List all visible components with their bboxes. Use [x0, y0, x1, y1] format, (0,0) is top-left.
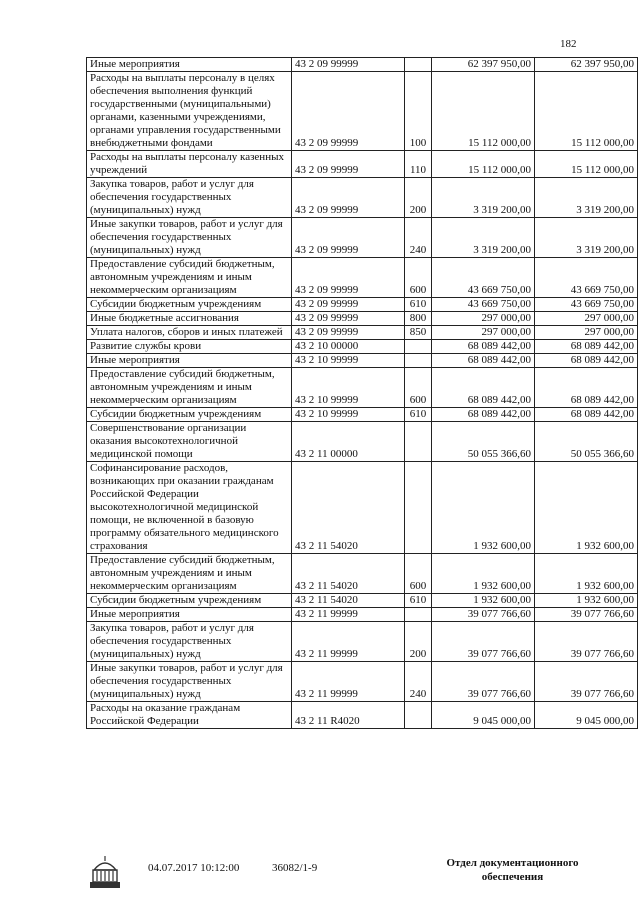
- row-code: 43 2 09 99999: [292, 178, 405, 218]
- footer-department-line1: Отдел документационного: [446, 857, 579, 869]
- row-code: 43 2 11 00000: [292, 422, 405, 462]
- row-expense-type: 600: [405, 554, 432, 594]
- row-expense-type: [405, 702, 432, 729]
- row-name: Предоставление субсидий бюджетным, автономным учреждениям и иным некоммерческим организациям: [87, 258, 292, 298]
- row-name: Предоставление субсидий бюджетным, автономным учреждениям и иным некоммерческим организациям: [87, 368, 292, 408]
- row-code: 43 2 10 99999: [292, 354, 405, 368]
- row-amount-1: 43 669 750,00: [432, 258, 535, 298]
- table-row: [87, 58, 638, 72]
- row-amount-2: 15 112 000,00: [535, 72, 638, 151]
- row-amount-2: 68 089 442,00: [535, 408, 638, 422]
- row-amount-2: 1 932 600,00: [535, 594, 638, 608]
- row-name: Закупка товаров, работ и услуг для обеспечения государственных (муниципальных) нужд: [87, 178, 292, 218]
- row-code: 43 2 10 99999: [292, 368, 405, 408]
- table-row: [87, 72, 638, 151]
- row-amount-1: 39 077 766,60: [432, 622, 535, 662]
- table-row: [87, 298, 638, 312]
- page-number: 182: [560, 38, 577, 50]
- row-expense-type: 610: [405, 298, 432, 312]
- row-expense-type: 240: [405, 218, 432, 258]
- table-row: [87, 408, 638, 422]
- duma-logo-icon: [86, 854, 124, 890]
- row-expense-type: 200: [405, 178, 432, 218]
- row-code: 43 2 11 99999: [292, 662, 405, 702]
- row-amount-1: 39 077 766,60: [432, 608, 535, 622]
- row-expense-type: 600: [405, 368, 432, 408]
- row-code: 43 2 10 00000: [292, 340, 405, 354]
- row-name: Иные бюджетные ассигнования: [87, 312, 292, 326]
- row-expense-type: 100: [405, 72, 432, 151]
- footer-department-line2: обеспечения: [481, 871, 544, 883]
- row-code: 43 2 11 54020: [292, 594, 405, 608]
- table-row: [87, 662, 638, 702]
- row-code: 43 2 09 99999: [292, 312, 405, 326]
- row-expense-type: 610: [405, 408, 432, 422]
- table-row: [87, 608, 638, 622]
- row-expense-type: 850: [405, 326, 432, 340]
- row-amount-2: 68 089 442,00: [535, 354, 638, 368]
- row-expense-type: [405, 608, 432, 622]
- row-amount-2: 43 669 750,00: [535, 258, 638, 298]
- row-amount-2: 50 055 366,60: [535, 422, 638, 462]
- row-code: 43 2 11 54020: [292, 462, 405, 554]
- row-name: Закупка товаров, работ и услуг для обеспечения государственных (муниципальных) нужд: [87, 622, 292, 662]
- row-expense-type: 600: [405, 258, 432, 298]
- row-amount-1: 1 932 600,00: [432, 554, 535, 594]
- row-expense-type: 610: [405, 594, 432, 608]
- row-amount-2: 68 089 442,00: [535, 340, 638, 354]
- row-expense-type: [405, 58, 432, 72]
- row-code: 43 2 09 99999: [292, 218, 405, 258]
- table-row: [87, 368, 638, 408]
- row-amount-1: 62 397 950,00: [432, 58, 535, 72]
- row-name: Софинансирование расходов, возникающих при оказании гражданам Российской Федерации высокотехнологичной медицинской помощи, не включенной в базовую программу обязательного медицинского страхования: [87, 462, 292, 554]
- row-amount-2: 68 089 442,00: [535, 368, 638, 408]
- row-code: 43 2 09 99999: [292, 72, 405, 151]
- row-amount-2: 62 397 950,00: [535, 58, 638, 72]
- row-amount-2: 1 932 600,00: [535, 462, 638, 554]
- budget-table: [86, 57, 638, 729]
- row-code: 43 2 09 99999: [292, 151, 405, 178]
- row-name: Иные мероприятия: [87, 58, 292, 72]
- table-row: [87, 462, 638, 554]
- row-amount-1: 15 112 000,00: [432, 72, 535, 151]
- table-row: [87, 326, 638, 340]
- table-row: [87, 594, 638, 608]
- row-name: Иные мероприятия: [87, 354, 292, 368]
- row-amount-2: 3 319 200,00: [535, 218, 638, 258]
- row-amount-1: 68 089 442,00: [432, 354, 535, 368]
- row-amount-1: 1 932 600,00: [432, 462, 535, 554]
- row-name: Уплата налогов, сборов и иных платежей: [87, 326, 292, 340]
- row-expense-type: [405, 340, 432, 354]
- row-amount-1: 43 669 750,00: [432, 298, 535, 312]
- table-row: [87, 622, 638, 662]
- row-code: 43 2 11 54020: [292, 554, 405, 594]
- row-amount-1: 68 089 442,00: [432, 340, 535, 354]
- row-amount-1: 15 112 000,00: [432, 151, 535, 178]
- row-amount-2: 39 077 766,60: [535, 622, 638, 662]
- row-amount-2: 39 077 766,60: [535, 662, 638, 702]
- row-name: Развитие службы крови: [87, 340, 292, 354]
- row-amount-1: 3 319 200,00: [432, 218, 535, 258]
- row-name: Предоставление субсидий бюджетным, автономным учреждениям и иным некоммерческим организациям: [87, 554, 292, 594]
- footer-doc-number: 36082/1-9: [272, 862, 318, 874]
- footer-date: 04.07.2017 10:12:00: [148, 862, 240, 874]
- row-amount-2: 3 319 200,00: [535, 178, 638, 218]
- row-expense-type: [405, 462, 432, 554]
- table-row: [87, 340, 638, 354]
- row-name: Расходы на выплаты персоналу казенных учреждений: [87, 151, 292, 178]
- table-row: [87, 151, 638, 178]
- row-name: Субсидии бюджетным учреждениям: [87, 298, 292, 312]
- row-amount-1: 297 000,00: [432, 312, 535, 326]
- row-amount-1: 3 319 200,00: [432, 178, 535, 218]
- row-name: Субсидии бюджетным учреждениям: [87, 594, 292, 608]
- table-row: [87, 258, 638, 298]
- table-row: [87, 422, 638, 462]
- row-name: Расходы на выплаты персоналу в целях обеспечения выполнения функций государственными (муниципальными) органами, казенными учреждениями, органами управления государственными внебюджетными фондами: [87, 72, 292, 151]
- row-code: 43 2 09 99999: [292, 298, 405, 312]
- table-row: [87, 178, 638, 218]
- row-amount-2: 43 669 750,00: [535, 298, 638, 312]
- row-name: Иные закупки товаров, работ и услуг для обеспечения государственных (муниципальных) нужд: [87, 662, 292, 702]
- row-code: 43 2 10 99999: [292, 408, 405, 422]
- footer-department: [440, 856, 585, 884]
- row-amount-1: 1 932 600,00: [432, 594, 535, 608]
- row-expense-type: [405, 422, 432, 462]
- row-amount-2: 297 000,00: [535, 312, 638, 326]
- table-row: [87, 702, 638, 729]
- row-amount-1: 297 000,00: [432, 326, 535, 340]
- row-amount-2: 1 932 600,00: [535, 554, 638, 594]
- row-code: 43 2 09 99999: [292, 58, 405, 72]
- row-code: 43 2 11 99999: [292, 622, 405, 662]
- row-expense-type: 800: [405, 312, 432, 326]
- row-amount-1: 9 045 000,00: [432, 702, 535, 729]
- row-name: Субсидии бюджетным учреждениям: [87, 408, 292, 422]
- table-row: [87, 218, 638, 258]
- row-code: 43 2 09 99999: [292, 326, 405, 340]
- row-amount-1: 68 089 442,00: [432, 408, 535, 422]
- row-name: Иные закупки товаров, работ и услуг для обеспечения государственных (муниципальных) нужд: [87, 218, 292, 258]
- row-amount-2: 15 112 000,00: [535, 151, 638, 178]
- row-amount-1: 39 077 766,60: [432, 662, 535, 702]
- table-row: [87, 354, 638, 368]
- row-code: 43 2 11 R4020: [292, 702, 405, 729]
- table-row: [87, 312, 638, 326]
- row-expense-type: 240: [405, 662, 432, 702]
- table-row: [87, 554, 638, 594]
- row-expense-type: 200: [405, 622, 432, 662]
- row-name: Совершенствование организации оказания высокотехнологичной медицинской помощи: [87, 422, 292, 462]
- row-amount-2: 297 000,00: [535, 326, 638, 340]
- row-code: 43 2 11 99999: [292, 608, 405, 622]
- row-expense-type: [405, 354, 432, 368]
- row-name: Иные мероприятия: [87, 608, 292, 622]
- row-amount-1: 68 089 442,00: [432, 368, 535, 408]
- row-amount-2: 39 077 766,60: [535, 608, 638, 622]
- row-name: Расходы на оказание гражданам Российской Федерации: [87, 702, 292, 729]
- row-code: 43 2 09 99999: [292, 258, 405, 298]
- row-amount-2: 9 045 000,00: [535, 702, 638, 729]
- row-amount-1: 50 055 366,60: [432, 422, 535, 462]
- row-expense-type: 110: [405, 151, 432, 178]
